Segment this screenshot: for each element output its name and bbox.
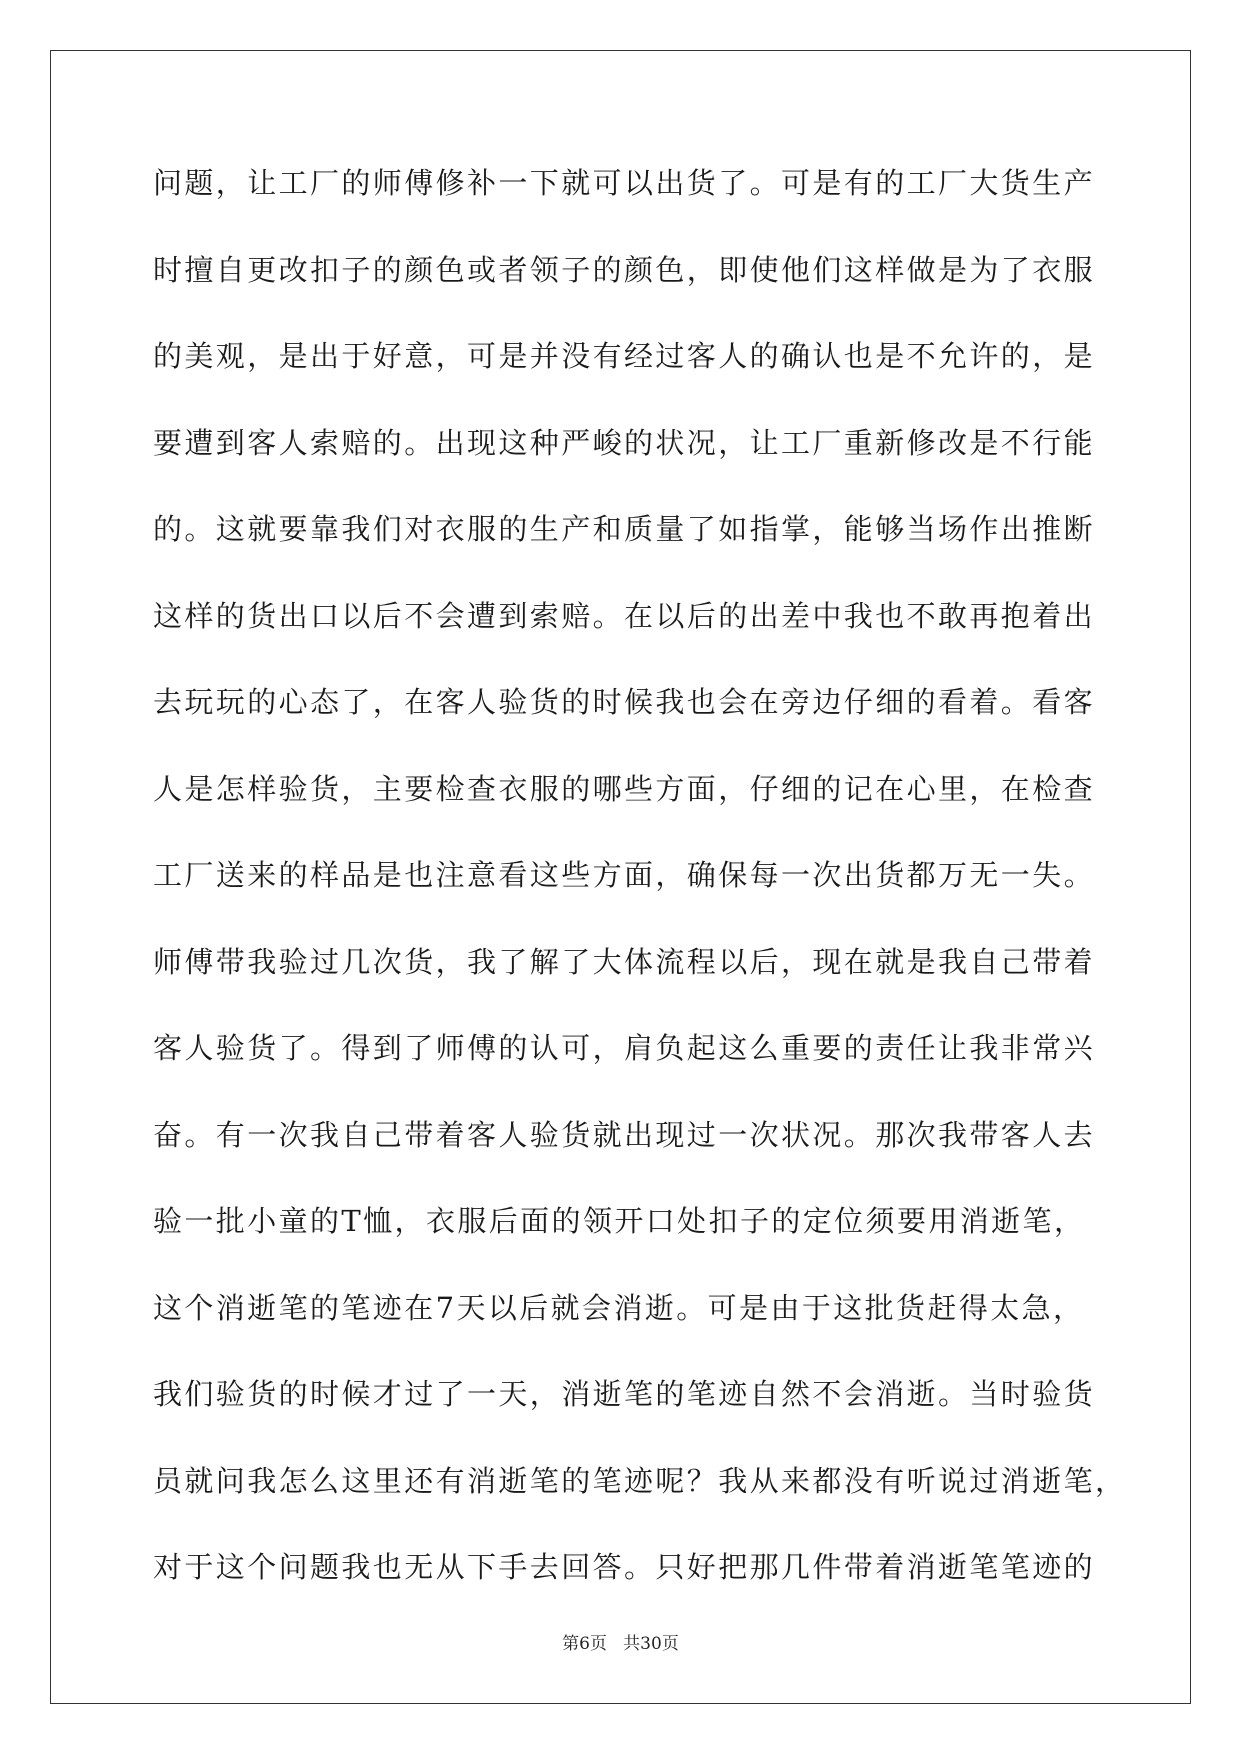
text-line: 的美观，是出于好意，可是并没有经过客人的确认也是不允许的，是	[153, 339, 1096, 373]
text-line: 师傅带我验过几次货，我了解了大体流程以后，现在就是我自己带着	[153, 944, 1096, 979]
text-line: 这样的货出口以后不会遭到索赔。在以后的出差中我也不敢再抱着出	[153, 598, 1096, 633]
text-line: 验一批小童的T恤，衣服后面的领开口处扣子的定位须要用消逝笔，	[153, 1204, 1086, 1238]
text-line: 这个消逝笔的笔迹在7天以后就会消逝。可是由于这批货赶得太急，	[153, 1290, 1085, 1325]
text-line: 工厂送来的样品是也注意看这些方面，确保每一次出货都万无一失。	[153, 858, 1096, 892]
text-line: 的。这就要靠我们对衣服的生产和质量了如指掌，能够当场作出推断	[153, 512, 1096, 546]
text-line: 人是怎样验货，主要检查衣服的哪些方面，仔细的记在心里，在检查	[153, 771, 1096, 806]
text-line: 员就问我怎么这里还有消逝笔的笔迹呢？我从来都没有听说过消逝笔，	[153, 1463, 1127, 1498]
text-line: 奋。有一次我自己带着客人验货就出现过一次状况。那次我带客人去	[153, 1117, 1096, 1152]
text-line: 我们验货的时候才过了一天，消逝笔的笔迹自然不会消逝。当时验货	[153, 1377, 1096, 1411]
text-line: 客人验货了。得到了师傅的认可，肩负起这么重要的责任让我非常兴	[153, 1031, 1096, 1065]
text-line: 问题，让工厂的师傅修补一下就可以出货了。可是有的工厂大货生产	[153, 166, 1096, 200]
text-line: 去玩玩的心态了，在客人验货的时候我也会在旁边仔细的看着。看客	[153, 685, 1096, 719]
text-line: 要遭到客人索赔的。出现这种严峻的状况，让工厂重新修改是不行能	[153, 425, 1096, 460]
page-number-footer: 第6页 共30页	[562, 1634, 679, 1654]
text-line: 时擅自更改扣子的颜色或者领子的颜色，即使他们这样做是为了衣服	[153, 252, 1096, 287]
text-line: 对于这个问题我也无从下手去回答。只好把那几件带着消逝笔笔迹的	[153, 1550, 1096, 1584]
document-body	[153, 160, 1127, 1631]
